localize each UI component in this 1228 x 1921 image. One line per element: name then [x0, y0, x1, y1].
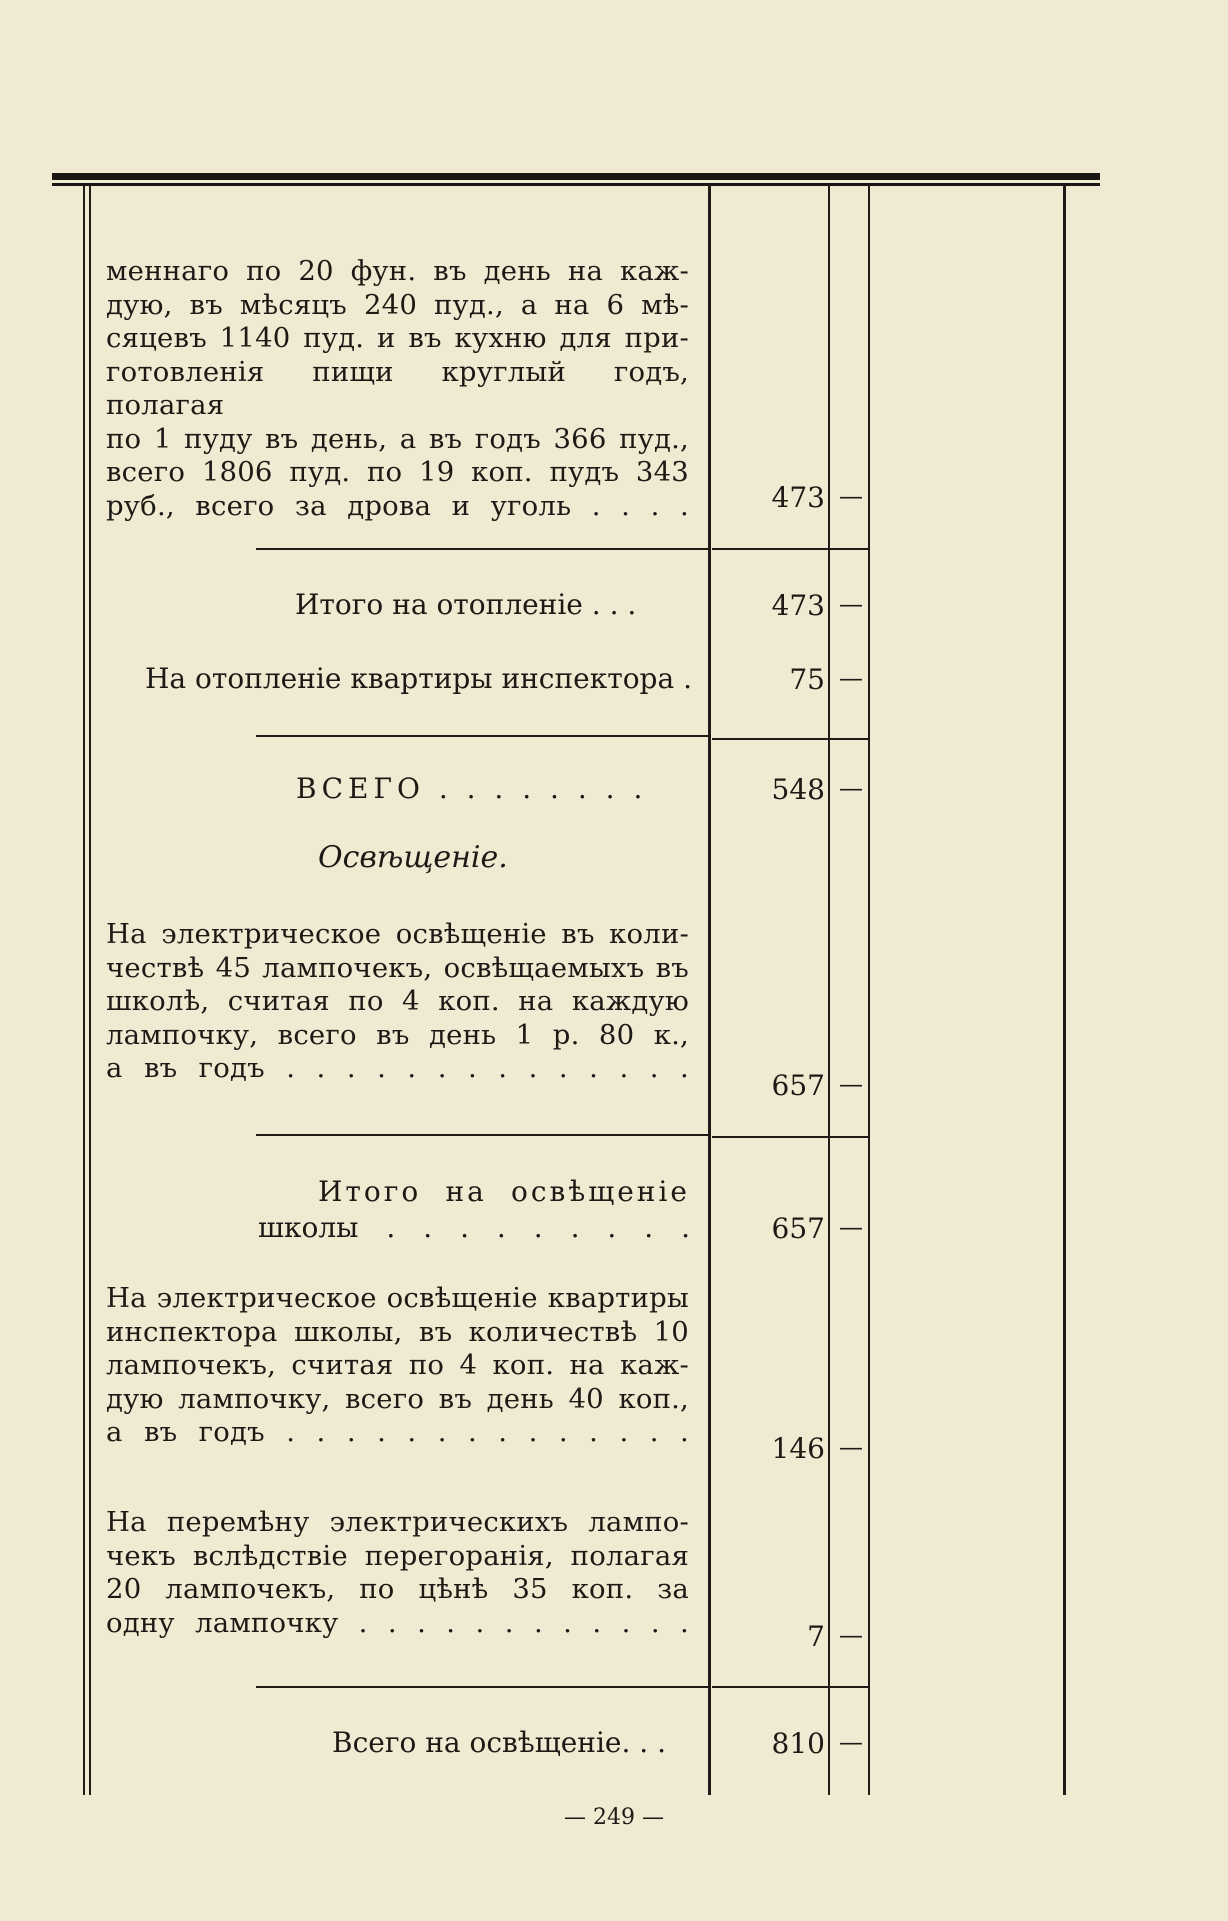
- grand-total-amount: 548: [771, 773, 825, 806]
- column-rule-rubles-right: [828, 185, 830, 1795]
- text-line: На перемѣну электрическихъ лампо-: [106, 1506, 689, 1538]
- school-lighting-total-kopecks: —: [839, 1213, 863, 1241]
- school-lighting-kopecks: —: [839, 1070, 863, 1098]
- text-line: лампочекъ, считая по 4 коп. на каж-: [106, 1349, 689, 1381]
- total-rule: [256, 548, 708, 550]
- column-rule-left-inner: [89, 185, 91, 1795]
- inspector-heating-label: На отопленіе квартиры инспектора .: [145, 662, 692, 695]
- inspector-heating-kopecks: —: [839, 664, 863, 692]
- text-line: инспектора школы, въ количествѣ 10: [106, 1315, 689, 1348]
- text-line: одну лампочку . . . . . . . . . . . .: [106, 1606, 689, 1639]
- text-line: чествѣ 45 лампочекъ, освѣщаемыхъ въ: [106, 951, 689, 984]
- lighting-total-kopecks: —: [839, 1728, 863, 1756]
- total-rule-amount: [712, 738, 870, 740]
- school-lighting-total-line1: Итого на освѣщеніе: [318, 1175, 690, 1208]
- text-line: чекъ вслѣдствіе перегоранія, полагая: [106, 1539, 689, 1572]
- total-rule: [256, 1134, 708, 1136]
- school-lighting-total-amount: 657: [771, 1212, 825, 1245]
- page-number: — 249 —: [564, 1805, 664, 1830]
- lighting-total-amount: 810: [771, 1727, 825, 1760]
- total-rule: [256, 1686, 708, 1688]
- text-line: лампочку, всего въ день 1 р. 80 к.,: [106, 1018, 689, 1051]
- text-line: На электрическое освѣщеніе въ коли-: [106, 918, 689, 950]
- total-rule-amount: [712, 1686, 870, 1688]
- text-line: школѣ, считая по 4 коп. на каждую: [106, 985, 689, 1017]
- firewood-amount: 473: [771, 481, 825, 514]
- lamp-replacement-amount: 7: [807, 1620, 825, 1653]
- heating-total-amount: 473: [771, 589, 825, 622]
- lamp-replacement-paragraph: [106, 1506, 689, 1640]
- school-lighting-total-line2: школы . . . . . . . . .: [258, 1211, 690, 1244]
- column-rule-text-right: [708, 185, 711, 1795]
- total-rule-amount: [712, 548, 870, 550]
- column-rule-left-outer: [83, 185, 85, 1795]
- text-line: дую, въ мѣсяцъ 240 пуд., а на 6 мѣ-: [106, 288, 689, 321]
- text-line: а въ годъ . . . . . . . . . . . . . .: [106, 1416, 689, 1448]
- inspector-lighting-kopecks: —: [839, 1433, 863, 1461]
- heating-total-label: Итого на отопленіе . . .: [295, 588, 637, 621]
- top-rule-thin: [52, 183, 1100, 186]
- section-heading: Освѣщеніе.: [318, 840, 508, 875]
- school-lighting-paragraph: [106, 918, 689, 1086]
- text-line: руб., всего за дрова и уголь . . . .: [106, 489, 689, 522]
- firewood-paragraph: [106, 255, 689, 523]
- column-rule-kopecks-right: [868, 185, 870, 1795]
- inspector-lighting-paragraph: [106, 1282, 689, 1450]
- school-lighting-amount: 657: [771, 1069, 825, 1102]
- inspector-lighting-amount: 146: [771, 1432, 825, 1465]
- inspector-heating-amount: 75: [789, 663, 825, 696]
- text-line: всего 1806 пуд. по 19 коп. пудъ 343: [106, 456, 689, 488]
- lighting-total-label: Всего на освѣщеніе. . .: [332, 1726, 666, 1759]
- text-line: На электрическое освѣщеніе квартиры: [106, 1282, 689, 1314]
- text-line: сяцевъ 1140 пуд. и въ кухню для при-: [106, 322, 689, 354]
- top-rule: [52, 173, 1100, 180]
- grand-total-kopecks: —: [839, 774, 863, 802]
- text-line: готовленія пищи круглый годъ, полагая: [106, 355, 689, 421]
- text-line: меннаго по 20 фун. въ день на каж-: [106, 255, 689, 287]
- lamp-replacement-kopecks: —: [839, 1621, 863, 1649]
- text-line: а въ годъ . . . . . . . . . . . . . .: [106, 1052, 689, 1084]
- total-rule: [256, 735, 708, 737]
- total-rule-amount: [712, 1136, 870, 1138]
- text-line: 20 лампочекъ, по цѣнѣ 35 коп. за: [106, 1573, 689, 1605]
- text-line: по 1 пуду въ день, а въ годъ 366 пуд.,: [106, 422, 689, 455]
- firewood-kopecks: —: [839, 482, 863, 510]
- grand-total-label: ВСЕГО . . . . . . . .: [296, 772, 648, 805]
- column-rule-right: [1063, 185, 1066, 1795]
- text-line: дую лампочку, всего въ день 40 коп.,: [106, 1382, 689, 1415]
- heating-total-kopecks: —: [839, 590, 863, 618]
